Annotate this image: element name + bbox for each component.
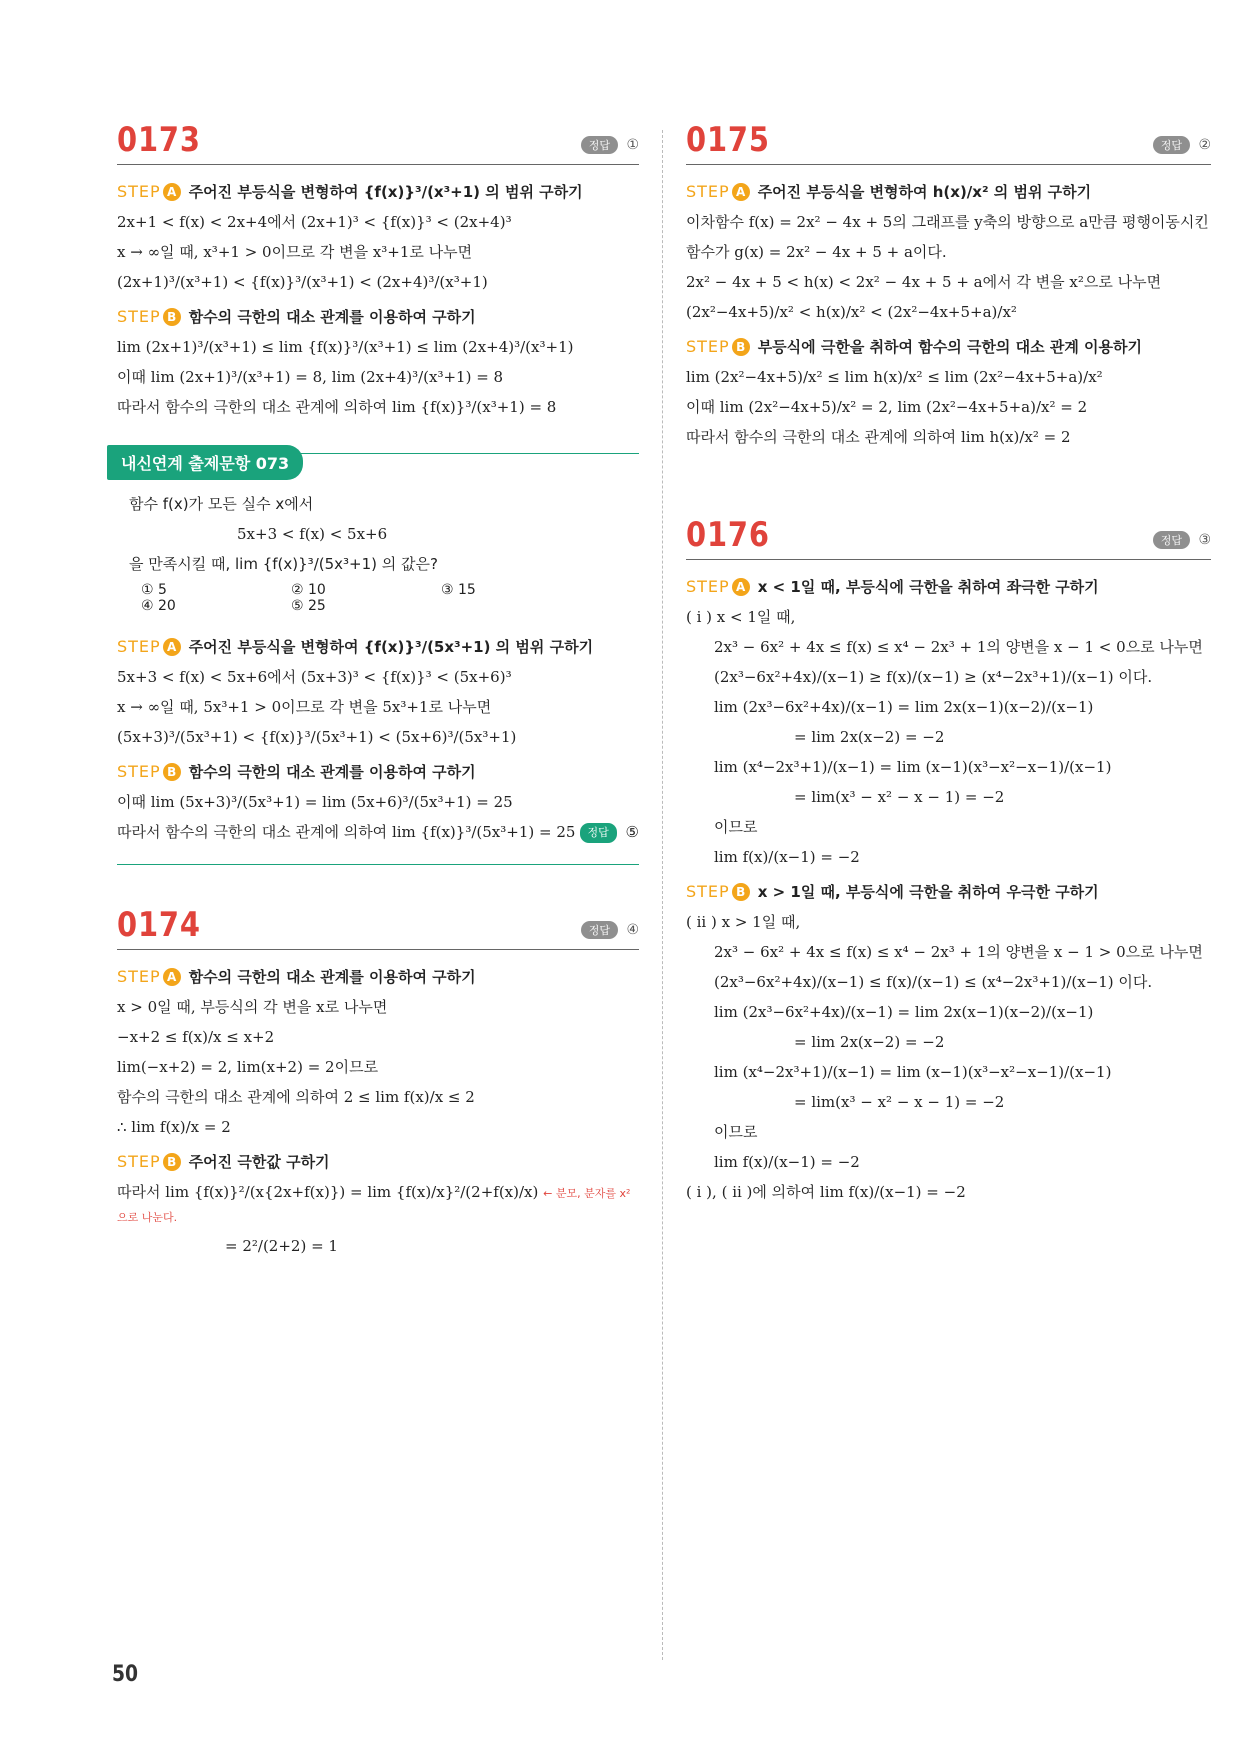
solution-line: (5x+3)³/(5x³+1) < {f(x)}³/(5x³+1) < (5x+6)³/(5x³+1) bbox=[117, 728, 517, 746]
step-a-heading bbox=[117, 966, 639, 987]
solution-line: x → ∞일 때, 5x³+1 > 0이므로 각 변을 5x³+1로 나누면 bbox=[117, 698, 492, 716]
step-title: 부등식에 극한을 취하여 함수의 극한의 대소 관계 이용하기 bbox=[757, 338, 1143, 356]
solution-line: ∴ lim f(x)/x = 2 bbox=[117, 1118, 231, 1136]
step-title: 주어진 부등식을 변형하여 h(x)/x² 의 범위 구하기 bbox=[757, 183, 1092, 201]
solution-line: lim (2x³−6x²+4x)/(x−1) = lim 2x(x−1)(x−2)/(x−1) bbox=[714, 698, 1094, 716]
solution-line: = 2²/(2+2) = 1 bbox=[225, 1237, 338, 1255]
step-badge: B bbox=[163, 763, 181, 781]
step-badge: B bbox=[163, 308, 181, 326]
step-title: 함수의 극한의 대소 관계를 이용하여 구하기 bbox=[188, 308, 476, 326]
solution-line: = lim 2x(x−2) = −2 bbox=[794, 1033, 945, 1051]
step-label: STEP bbox=[686, 337, 730, 356]
solution-line: lim(−x+2) = 2, lim(x+2) = 2이므로 bbox=[117, 1058, 379, 1076]
solution-line: 이므로 bbox=[714, 1123, 758, 1141]
step-badge: A bbox=[732, 578, 750, 596]
divider-line bbox=[686, 164, 1211, 165]
answer-tag bbox=[581, 136, 639, 154]
problem-number: 0174 bbox=[117, 905, 201, 945]
step-badge: A bbox=[163, 968, 181, 986]
conclusion-line: ( i ), ( ii )에 의하여 lim f(x)/(x−1) = −2 bbox=[686, 1183, 966, 1201]
step-title: 주어진 극한값 구하기 bbox=[188, 1153, 330, 1171]
right-column bbox=[686, 120, 1211, 1210]
choice[interactable]: ③ 15 bbox=[441, 582, 476, 598]
choice[interactable]: ① 5 bbox=[141, 582, 167, 598]
solution-line: (2x³−6x²+4x)/(x−1) ≥ f(x)/(x−1) ≥ (x⁴−2x³+1)/(x−1) 이다. bbox=[714, 668, 1153, 686]
step-title: 함수의 극한의 대소 관계를 이용하여 구하기 bbox=[188, 763, 476, 781]
answer-tag bbox=[580, 820, 640, 844]
question-inequality: 5x+3 < f(x) < 5x+6 bbox=[237, 525, 388, 543]
answer-tag bbox=[1153, 136, 1211, 154]
problem-0176 bbox=[686, 515, 1211, 1204]
problem-number: 0173 bbox=[117, 120, 201, 160]
step-label: STEP bbox=[117, 967, 161, 986]
answer-pill: 정답 bbox=[580, 823, 617, 843]
solution-line: −x+2 ≤ f(x)/x ≤ x+2 bbox=[117, 1028, 275, 1046]
step-badge: A bbox=[163, 183, 181, 201]
solution-line: lim (x⁴−2x³+1)/(x−1) = lim (x−1)(x³−x²−x−1)/(x−1) bbox=[714, 758, 1112, 776]
step-badge: A bbox=[732, 183, 750, 201]
solution-line: x → ∞일 때, x³+1 > 0이므로 각 변을 x³+1로 나누면 bbox=[117, 243, 473, 261]
solution-line: = lim(x³ − x² − x − 1) = −2 bbox=[794, 788, 1005, 806]
solution-line: 함수의 극한의 대소 관계에 의하여 2 ≤ lim f(x)/x ≤ 2 bbox=[117, 1088, 475, 1106]
step-a-heading bbox=[686, 181, 1211, 202]
choice[interactable]: ② 10 bbox=[291, 582, 326, 598]
callout-body bbox=[117, 492, 639, 614]
step-title: 주어진 부등식을 변형하여 {f(x)}³/(x³+1) 의 범위 구하기 bbox=[188, 183, 583, 201]
step-label: STEP bbox=[686, 577, 730, 596]
margin-note: ← 분모, 분자를 x²으로 나눈다. bbox=[117, 1187, 631, 1224]
left-column bbox=[117, 120, 639, 1264]
solution-line: 2x³ − 6x² + 4x ≤ f(x) ≤ x⁴ − 2x³ + 1의 양변을 x − 1 < 0으로 나누면 bbox=[714, 638, 1203, 656]
solution-line: 이차함수 f(x) = 2x² − 4x + 5의 그래프를 y축의 방향으로 a만큼 평행이동시킨 bbox=[686, 213, 1209, 231]
solution-line: (2x³−6x²+4x)/(x−1) ≤ f(x)/(x−1) ≤ (x⁴−2x³+1)/(x−1) 이다. bbox=[714, 973, 1153, 991]
answer-value: ② bbox=[1198, 137, 1211, 153]
step-b-heading bbox=[117, 306, 639, 327]
problem-number: 0176 bbox=[686, 515, 770, 555]
callout-end-line bbox=[117, 864, 639, 865]
step-title: x < 1일 때, 부등식에 극한을 취하여 좌극한 구하기 bbox=[757, 578, 1099, 596]
step-badge: B bbox=[732, 338, 750, 356]
divider-line bbox=[117, 164, 639, 165]
solution-line: lim f(x)/(x−1) = −2 bbox=[714, 1153, 860, 1171]
problem-number: 0175 bbox=[686, 120, 770, 160]
step-b-heading bbox=[117, 1151, 639, 1172]
solution-line bbox=[117, 1180, 639, 1228]
answer-pill: 정답 bbox=[581, 136, 618, 154]
solution-line: (2x²−4x+5)/x² < h(x)/x² < (2x²−4x+5+a)/x² bbox=[686, 303, 1017, 321]
step-label: STEP bbox=[117, 182, 161, 201]
solution-line: 이때 lim (5x+3)³/(5x³+1) = lim (5x+6)³/(5x³+1) = 25 bbox=[117, 793, 513, 811]
problem-0175 bbox=[686, 120, 1211, 449]
solution-line: lim (2x²−4x+5)/x² ≤ lim h(x)/x² ≤ lim (2x²−4x+5+a)/x² bbox=[686, 368, 1103, 386]
spacer bbox=[686, 455, 1211, 515]
callout-step-b-heading bbox=[117, 761, 639, 782]
divider-line bbox=[117, 949, 639, 950]
solution-line: 이때 lim (2x²−4x+5)/x² = 2, lim (2x²−4x+5+a)/x² = 2 bbox=[686, 398, 1088, 416]
step-badge: A bbox=[163, 638, 181, 656]
step-label: STEP bbox=[117, 762, 161, 781]
step-title: x > 1일 때, 부등식에 극한을 취하여 우극한 구하기 bbox=[757, 883, 1099, 901]
solution-line: 2x+1 < f(x) < 2x+4에서 (2x+1)³ < {f(x)}³ < (2x+4)³ bbox=[117, 213, 512, 231]
callout-step-a-heading bbox=[117, 636, 639, 657]
solution-line: lim f(x)/(x−1) = −2 bbox=[714, 848, 860, 866]
page-number: 50 bbox=[112, 1662, 139, 1687]
callout-heading: 내신연계 출제문항 073 bbox=[107, 445, 303, 480]
answer-value: ① bbox=[626, 137, 639, 153]
question-line: 을 만족시킬 때, lim {f(x)}³/(5x³+1) 의 값은? bbox=[129, 555, 438, 573]
solution-line: 2x³ − 6x² + 4x ≤ f(x) ≤ x⁴ − 2x³ + 1의 양변을 x − 1 > 0으로 나누면 bbox=[714, 943, 1203, 961]
step-badge: B bbox=[163, 1153, 181, 1171]
case-heading: ( ii ) x > 1일 때, bbox=[686, 913, 801, 931]
answer-value: ⑤ bbox=[625, 823, 639, 841]
answer-choices bbox=[141, 582, 639, 614]
step-a-heading bbox=[117, 181, 639, 202]
step-a-heading bbox=[686, 576, 1211, 597]
step-badge: B bbox=[732, 883, 750, 901]
answer-value: ③ bbox=[1198, 532, 1211, 548]
solution-line: 5x+3 < f(x) < 5x+6에서 (5x+3)³ < {f(x)}³ < (5x+6)³ bbox=[117, 668, 512, 686]
solution-line: 따라서 함수의 극한의 대소 관계에 의하여 lim {f(x)}³/(x³+1) = 8 bbox=[117, 398, 557, 416]
step-label: STEP bbox=[686, 182, 730, 201]
answer-value: ④ bbox=[626, 922, 639, 938]
solution-line: 2x² − 4x + 5 < h(x) < 2x² − 4x + 5 + a에서 각 변을 x²으로 나누면 bbox=[686, 273, 1162, 291]
answer-pill: 정답 bbox=[1153, 136, 1190, 154]
solution-line: lim (x⁴−2x³+1)/(x−1) = lim (x−1)(x³−x²−x−1)/(x−1) bbox=[714, 1063, 1112, 1081]
answer-tag bbox=[1153, 531, 1211, 549]
solution-line: 함수가 g(x) = 2x² − 4x + 5 + a이다. bbox=[686, 243, 947, 261]
step-label: STEP bbox=[117, 1152, 161, 1171]
choice[interactable]: ⑤ 25 bbox=[291, 598, 326, 614]
step-label: STEP bbox=[686, 882, 730, 901]
choice[interactable]: ④ 20 bbox=[141, 598, 176, 614]
case-heading: ( i ) x < 1일 때, bbox=[686, 608, 796, 626]
step-title: 함수의 극한의 대소 관계를 이용하여 구하기 bbox=[188, 968, 476, 986]
solution-line: = lim(x³ − x² − x − 1) = −2 bbox=[794, 1093, 1005, 1111]
question-line: 함수 f(x)가 모든 실수 x에서 bbox=[129, 495, 314, 513]
problem-0174 bbox=[117, 905, 639, 1258]
divider-line bbox=[686, 559, 1211, 560]
problem-0173 bbox=[117, 120, 639, 419]
callout-line bbox=[297, 453, 639, 454]
step-label: STEP bbox=[117, 637, 161, 656]
related-exam-callout bbox=[107, 445, 639, 480]
step-b-heading bbox=[686, 881, 1211, 902]
column-divider bbox=[662, 130, 663, 1660]
answer-pill: 정답 bbox=[1153, 531, 1190, 549]
solution-line: lim (2x+1)³/(x³+1) ≤ lim {f(x)}³/(x³+1) ≤ lim (2x+4)³/(x³+1) bbox=[117, 338, 574, 356]
step-b-heading bbox=[686, 336, 1211, 357]
answer-pill: 정답 bbox=[581, 921, 618, 939]
solution-line bbox=[117, 820, 639, 844]
solution-line: 이때 lim (2x+1)³/(x³+1) = 8, lim (2x+4)³/(x³+1) = 8 bbox=[117, 368, 504, 386]
step-label: STEP bbox=[117, 307, 161, 326]
answer-tag bbox=[581, 921, 639, 939]
solution-line: lim (2x³−6x²+4x)/(x−1) = lim 2x(x−1)(x−2)/(x−1) bbox=[714, 1003, 1094, 1021]
solution-text: 따라서 lim {f(x)}²/(x{2x+f(x)}) = lim {f(x)/x}²/(2+f(x)/x) bbox=[117, 1183, 539, 1201]
step-title: 주어진 부등식을 변형하여 {f(x)}³/(5x³+1) 의 범위 구하기 bbox=[188, 638, 594, 656]
solution-line: = lim 2x(x−2) = −2 bbox=[794, 728, 945, 746]
solution-line: (2x+1)³/(x³+1) < {f(x)}³/(x³+1) < (2x+4)³/(x³+1) bbox=[117, 273, 488, 291]
solution-line: 이므로 bbox=[714, 818, 758, 836]
solution-line: 따라서 함수의 극한의 대소 관계에 의하여 lim h(x)/x² = 2 bbox=[686, 428, 1071, 446]
solution-line: x > 0일 때, 부등식의 각 변을 x로 나누면 bbox=[117, 998, 388, 1016]
solution-text: 따라서 함수의 극한의 대소 관계에 의하여 lim {f(x)}³/(5x³+1) = 25 bbox=[117, 823, 576, 841]
